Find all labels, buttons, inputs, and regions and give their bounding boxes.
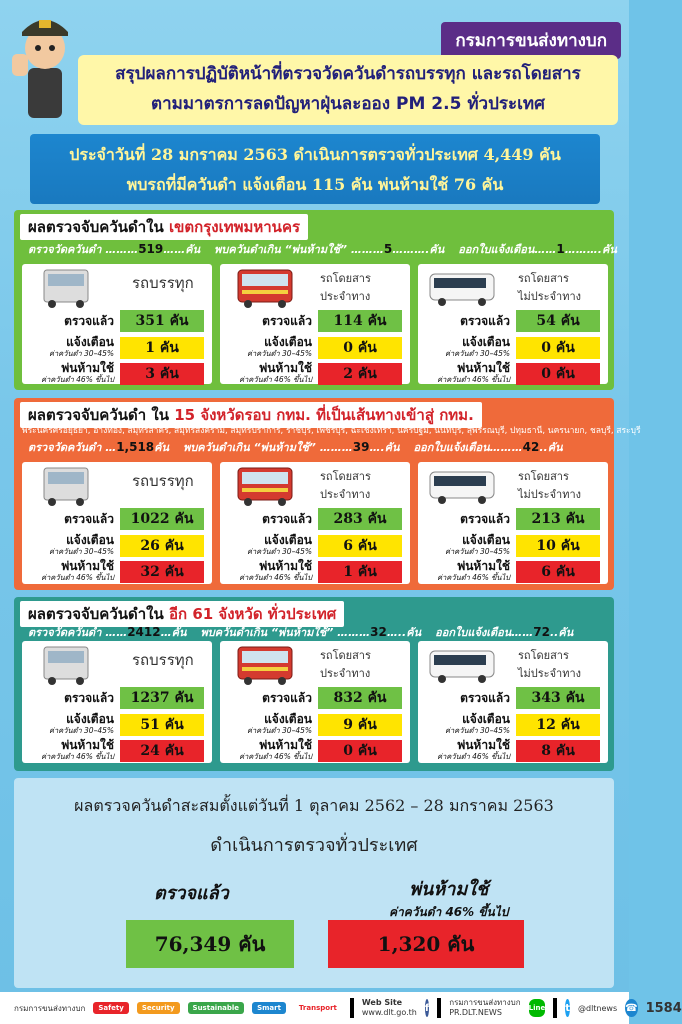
tag-safety: Safety <box>93 1002 128 1014</box>
facebook-sub: PR.DLT.NEWS <box>449 1008 502 1017</box>
warned-value: 51 คัน <box>120 714 204 736</box>
checked-label: ตรวจแล้ว <box>460 691 510 705</box>
card-truck <box>22 641 212 763</box>
stat-measured-value: 1,518 <box>116 440 155 454</box>
section-15-provinces <box>14 398 641 590</box>
stat-banned-value: 5 <box>383 242 393 256</box>
qr-code-icon <box>553 998 557 1018</box>
card-truck <box>22 462 212 584</box>
checked-label: ตรวจแล้ว <box>64 512 114 526</box>
row-checked <box>22 508 212 530</box>
warned-value: 10 คัน <box>516 535 600 557</box>
checked-value: 351 คัน <box>120 310 204 332</box>
row-banned <box>220 739 410 763</box>
row-banned <box>418 560 608 584</box>
facebook-icon[interactable]: f <box>425 999 429 1017</box>
title-line-2: ตามมาตรการลดปัญหาฝุ่นละออง PM 2.5 ทั่วประเทศ <box>151 94 545 114</box>
section-title-accent: เขตกรุงเทพมหานคร <box>169 218 301 236</box>
checked-value: 283 คัน <box>318 508 402 530</box>
stat-measured-value: 2412 <box>127 625 161 639</box>
card-bus-fixed-route <box>220 641 410 763</box>
banned-label-group: พ่นห้ามใช้ ค่าควันดำ 46% ขึ้นไป <box>437 738 510 761</box>
officer-mascot-illustration <box>10 8 80 123</box>
row-checked <box>22 687 212 709</box>
row-banned <box>418 739 608 763</box>
stat-warned-value: 72 <box>533 625 550 639</box>
row-warned <box>418 713 608 737</box>
truck-icon <box>30 466 102 508</box>
warned-label-group: แจ้งเตือน ค่าควันดำ 30–45% <box>246 533 312 556</box>
summary-line-2: พบรถที่มีควันดำ แจ้งเตือน 115 คัน พ่นห้ามใช้ 76 คัน <box>126 175 504 194</box>
stat-warned: ออกใบแจ้งเตือน……72..คัน <box>435 625 574 639</box>
bus-icon <box>228 466 300 508</box>
banned-label-group: พ่นห้ามใช้ ค่าควันดำ 46% ขึ้นไป <box>437 559 510 582</box>
row-checked <box>220 508 410 530</box>
vehicle-type-label: รถโดยสาร ไม่ประจำทาง <box>518 470 582 501</box>
checked-label: ตรวจแล้ว <box>64 314 114 328</box>
banned-label-group: พ่นห้ามใช้ ค่าควันดำ 46% ขึ้นไป <box>41 738 114 761</box>
title-line-1: สรุปผลการปฏิบัติหน้าที่ตรวจวัดควันดำรถบรรทุก และรถโดยสาร <box>115 64 581 84</box>
warned-label-group: แจ้งเตือน ค่าควันดำ 30–45% <box>246 335 312 358</box>
banned-label-group: พ่นห้ามใช้ ค่าควันดำ 46% ขึ้นไป <box>239 738 312 761</box>
banned-value: 24 คัน <box>120 740 204 762</box>
warned-label-group: แจ้งเตือน ค่าควันดำ 30–45% <box>48 335 114 358</box>
vehicle-cards <box>22 264 608 384</box>
checked-label: ตรวจแล้ว <box>460 512 510 526</box>
banned-value: 0 คัน <box>318 740 402 762</box>
stat-warned-value: 42 <box>522 440 540 454</box>
card-bus-non-fixed-route <box>418 641 608 763</box>
line-icon[interactable]: Line <box>529 999 546 1017</box>
row-checked <box>22 310 212 332</box>
card-bus-non-fixed-route <box>418 264 608 384</box>
tag-sustainable: Sustainable <box>188 1002 245 1014</box>
stat-banned-value: 32 <box>370 625 387 639</box>
footer-org: กรมการขนส่งทางบก <box>14 1003 86 1013</box>
checked-label: ตรวจแล้ว <box>262 691 312 705</box>
vehicle-type-label: รถโดยสาร ประจำทาง <box>320 272 371 303</box>
row-warned <box>22 336 212 360</box>
row-warned <box>22 713 212 737</box>
website-label: Web Site <box>361 998 403 1007</box>
twitter-handle[interactable]: @dltnews <box>577 1003 618 1013</box>
vehicle-cards <box>22 462 608 584</box>
row-checked <box>418 310 608 332</box>
warned-label-group: แจ้งเตือน ค่าควันดำ 30–45% <box>444 712 510 735</box>
section-title-accent: อีก 61 จังหวัด ทั่วประเทศ <box>169 605 337 623</box>
facebook-block[interactable] <box>449 998 520 1018</box>
vehicle-type-label: รถบรรทุก <box>132 651 194 669</box>
section-61-provinces <box>14 597 614 771</box>
checked-value: 213 คัน <box>516 508 600 530</box>
bus-icon <box>228 645 300 687</box>
hotline-number[interactable]: 1584 <box>645 1000 682 1016</box>
banned-label-group: พ่นห้ามใช้ ค่าควันดำ 46% ขึ้นไป <box>41 361 114 384</box>
row-warned <box>220 713 410 737</box>
bus-icon <box>228 268 300 310</box>
coach-bus-icon <box>426 268 498 310</box>
stat-warned-value: 1 <box>556 242 565 256</box>
footer <box>0 992 682 1024</box>
row-warned <box>418 534 608 558</box>
vehicle-type-label: รถบรรทุก <box>132 472 194 490</box>
banned-value: 1 คัน <box>318 561 402 583</box>
checked-value: 1022 คัน <box>120 508 204 530</box>
row-checked <box>418 687 608 709</box>
vehicle-type-label: รถโดยสาร ประจำทาง <box>320 470 371 501</box>
phone-icon[interactable]: ☎ <box>625 999 637 1017</box>
checked-value: 114 คัน <box>318 310 402 332</box>
cumulative-banned-label-group <box>389 874 508 922</box>
section-bangkok <box>14 210 617 390</box>
section-province-list: พระนครศรีอยุธยา, อ่างทอง, สมุทรสาคร, สมุทรสงคราม, สมุทรปราการ, ราชบุรี, เพชรบุรี, ฉะเชิงเทรา, นครปฐม, นนทบุรี, สุพรรณบุรี, ปทุมธานี, นครนายก, ชลบุรี, สระบุรี <box>22 426 641 436</box>
facebook-name: กรมการขนส่งทางบก <box>449 998 521 1007</box>
row-banned <box>22 739 212 763</box>
row-banned <box>22 560 212 584</box>
warned-label-group: แจ้งเตือน ค่าควันดำ 30–45% <box>48 712 114 735</box>
stat-measured: ตรวจวัดควันดำ ………519……คัน <box>28 242 201 256</box>
summary-line-1: ประจำวันที่ 28 มกราคม 2563 ดำเนินการตรวจทั่วประเทศ 4,449 คัน <box>69 145 561 164</box>
stat-banned-value: 39 <box>352 440 370 454</box>
checked-value: 832 คัน <box>318 687 402 709</box>
warned-label-group: แจ้งเตือน ค่าควันดำ 30–45% <box>444 335 510 358</box>
banned-value: 32 คัน <box>120 561 204 583</box>
checked-label: ตรวจแล้ว <box>64 691 114 705</box>
stat-measured-value: 519 <box>138 242 164 256</box>
vehicle-type-label: รถโดยสาร ไม่ประจำทาง <box>518 272 582 303</box>
banned-label-group: พ่นห้ามใช้ ค่าควันดำ 46% ขึ้นไป <box>239 361 312 384</box>
section-stats <box>28 438 563 456</box>
checked-label: ตรวจแล้ว <box>262 314 312 328</box>
checked-value: 1237 คัน <box>120 687 204 709</box>
cumulative-banned-sub: ค่าควันดำ 46% ขึ้นไป <box>389 905 509 919</box>
cumulative-checked-label: ตรวจแล้ว <box>154 883 229 904</box>
vehicle-type-label: รถโดยสาร ประจำทาง <box>320 649 371 680</box>
cumulative-period: ผลตรวจควันดำสะสมตั้งแต่วันที่ 1 ตุลาคม 2562 – 28 มกราคม 2563 <box>74 796 554 815</box>
checked-value: 343 คัน <box>516 687 600 709</box>
card-truck <box>22 264 212 384</box>
card-bus-fixed-route <box>220 462 410 584</box>
section-title-accent: 15 จังหวัดรอบ กทม. ที่เป็นเส้นทางเข้าสู่ กทม. <box>174 406 474 424</box>
qr-code-icon <box>437 998 441 1018</box>
section-stats <box>28 623 573 641</box>
warned-label-group: แจ้งเตือน ค่าควันดำ 30–45% <box>48 533 114 556</box>
section-stats <box>28 240 617 258</box>
cumulative-banned-value: 1,320 คัน <box>328 920 524 968</box>
row-warned <box>220 336 410 360</box>
twitter-icon[interactable]: t <box>565 999 570 1017</box>
qr-code-icon <box>350 998 354 1018</box>
row-warned <box>22 534 212 558</box>
warned-value: 1 คัน <box>120 337 204 359</box>
warned-value: 0 คัน <box>318 337 402 359</box>
title-banner <box>78 55 618 125</box>
cumulative-banned-label: พ่นห้ามใช้ <box>409 879 489 900</box>
stat-measured: ตรวจวัดควันดำ …1,518คัน <box>28 440 170 454</box>
warned-value: 6 คัน <box>318 535 402 557</box>
website-url: www.dlt.go.th <box>361 1008 417 1017</box>
tag-security: Security <box>137 1002 180 1014</box>
section-title <box>20 214 308 240</box>
vehicle-cards <box>22 641 608 763</box>
vehicle-type-label: รถโดยสาร ไม่ประจำทาง <box>518 649 582 680</box>
warned-label-group: แจ้งเตือน ค่าควันดำ 30–45% <box>246 712 312 735</box>
banned-value: 0 คัน <box>516 363 600 385</box>
daily-summary <box>30 134 600 204</box>
section-title-prefix: ผลตรวจจับควันดำใน <box>28 605 164 623</box>
row-banned <box>418 362 608 386</box>
warned-value: 9 คัน <box>318 714 402 736</box>
banned-label-group: พ่นห้ามใช้ ค่าควันดำ 46% ขึ้นไป <box>437 361 510 384</box>
row-checked <box>418 508 608 530</box>
checked-label: ตรวจแล้ว <box>460 314 510 328</box>
banned-value: 6 คัน <box>516 561 600 583</box>
stat-banned: พบควันดำเกิน “พ่นห้ามใช้” ………39….คัน <box>183 440 400 454</box>
card-bus-non-fixed-route <box>418 462 608 584</box>
stat-warned: ออกใบแจ้งเตือน……1……….คัน <box>458 242 617 256</box>
warned-label-group: แจ้งเตือน ค่าควันดำ 30–45% <box>444 533 510 556</box>
stat-measured: ตรวจวัดควันดำ ……2412…คัน <box>28 625 187 639</box>
stat-banned: พบควันดำเกิน “พ่นห้ามใช้” ………32…..คัน <box>200 625 422 639</box>
vehicle-type-label: รถบรรทุก <box>132 274 194 292</box>
banned-value: 2 คัน <box>318 363 402 385</box>
card-bus-fixed-route <box>220 264 410 384</box>
banned-label-group: พ่นห้ามใช้ ค่าควันดำ 46% ขึ้นไป <box>41 559 114 582</box>
department-tag: กรมการขนส่งทางบก <box>441 22 621 59</box>
coach-bus-icon <box>426 466 498 508</box>
stat-warned: ออกใบแจ้งเตือน………42..คัน <box>413 440 563 454</box>
section-title-prefix: ผลตรวจจับควันดำใน <box>28 218 164 236</box>
warned-value: 26 คัน <box>120 535 204 557</box>
coach-bus-icon <box>426 645 498 687</box>
truck-icon <box>30 645 102 687</box>
row-checked <box>220 687 410 709</box>
stat-banned: พบควันดำเกิน “พ่นห้ามใช้” ………5……….คัน <box>214 242 445 256</box>
truck-icon <box>30 268 102 310</box>
warned-value: 0 คัน <box>516 337 600 359</box>
banned-value: 3 คัน <box>120 363 204 385</box>
row-banned <box>220 362 410 386</box>
checked-value: 54 คัน <box>516 310 600 332</box>
cumulative-summary <box>14 778 614 988</box>
checked-label: ตรวจแล้ว <box>262 512 312 526</box>
warned-value: 12 คัน <box>516 714 600 736</box>
row-banned <box>22 362 212 386</box>
section-title-prefix: ผลตรวจจับควันดำ ใน <box>28 406 169 424</box>
banned-value: 8 คัน <box>516 740 600 762</box>
cumulative-scope: ดำเนินการตรวจทั่วประเทศ <box>210 835 418 856</box>
banned-label-group: พ่นห้ามใช้ ค่าควันดำ 46% ขึ้นไป <box>239 559 312 582</box>
row-warned <box>418 336 608 360</box>
row-banned <box>220 560 410 584</box>
cumulative-checked-value: 76,349 คัน <box>126 920 294 968</box>
website-block[interactable] <box>362 998 417 1018</box>
tag-transport: Transport <box>294 1002 342 1014</box>
row-checked <box>220 310 410 332</box>
row-warned <box>220 534 410 558</box>
tag-smart: Smart <box>252 1002 286 1014</box>
